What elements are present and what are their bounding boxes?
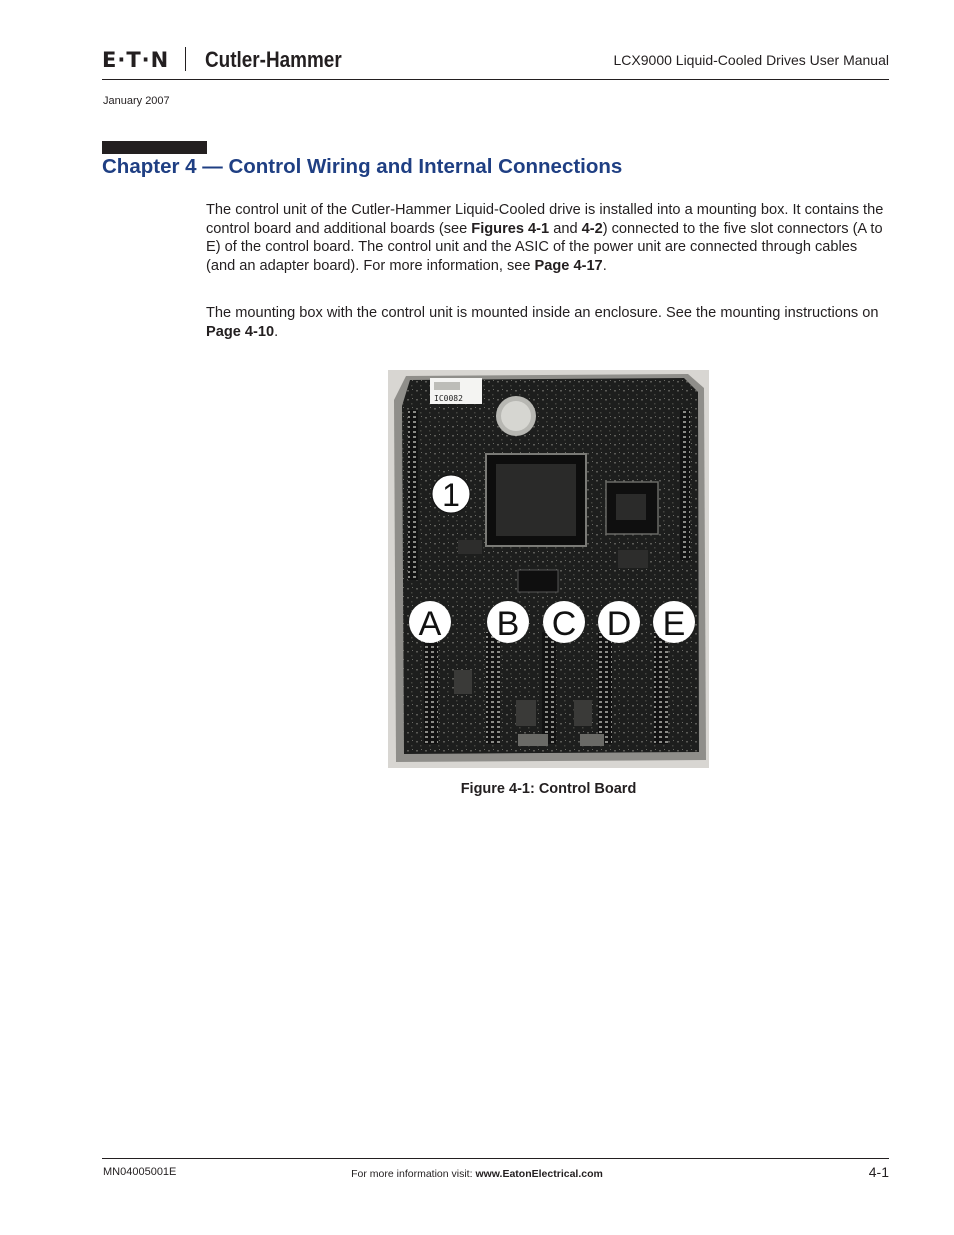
slot-b-label: B	[496, 605, 520, 643]
document-number: MN04005001E	[103, 1166, 177, 1178]
page-reference: Page 4-10	[206, 323, 275, 340]
cutler-hammer-logo: Cutler-Hammer	[205, 47, 342, 72]
page-number: 4-1	[868, 1164, 889, 1180]
website-link[interactable]: www.EatonElectrical.com	[475, 1168, 603, 1180]
text-run: The control unit of the Cutler-Hammer Liquid-Cooled drive is installed into a mounting box. It contains the control board and additional boards (see	[206, 202, 884, 237]
eaton-logo: E·T·N	[102, 48, 170, 72]
page-reference: Page 4-17	[534, 257, 603, 274]
text-run: .	[602, 257, 607, 274]
logo-separator	[185, 47, 186, 71]
slot-a-label: A	[418, 605, 442, 643]
intro-paragraph	[206, 201, 889, 275]
footer-info-prefix: For more information visit:	[351, 1168, 476, 1180]
publication-date: January 2007	[103, 95, 170, 107]
text-run: and	[549, 220, 582, 237]
chapter-title: Chapter 4 — Control Wiring and Internal Connections	[102, 155, 623, 178]
figure-reference: 4-2	[581, 220, 603, 237]
text-run: The mounting box with the control unit is mounted inside an enclosure. See the mounting instructions on	[206, 305, 879, 321]
board-sticker-text: IC0082	[434, 394, 463, 403]
mounting-paragraph	[206, 304, 889, 341]
document-title: LCX9000 Liquid-Cooled Drives User Manual	[613, 52, 889, 68]
control-board-photo	[388, 370, 709, 768]
figure-caption: Figure 4-1: Control Board	[460, 781, 637, 797]
footer-divider	[102, 1158, 889, 1159]
callout-1-label: 1	[442, 477, 460, 513]
slot-d-label: D	[606, 605, 632, 643]
footer-info	[0, 1168, 954, 1180]
chapter-marker-bar	[102, 141, 207, 154]
header-divider	[102, 79, 889, 80]
slot-e-label: E	[662, 605, 686, 643]
figure-reference: Figures 4-1	[471, 220, 550, 237]
text-run: ) connected to the five slot connectors (A to E) of the control board. The control unit and the ASIC of the power unit are connected through cables (and an adapter board). For more information, see	[206, 220, 883, 274]
slot-c-label: C	[551, 605, 577, 643]
page-header	[102, 44, 889, 80]
text-run: .	[274, 323, 279, 340]
